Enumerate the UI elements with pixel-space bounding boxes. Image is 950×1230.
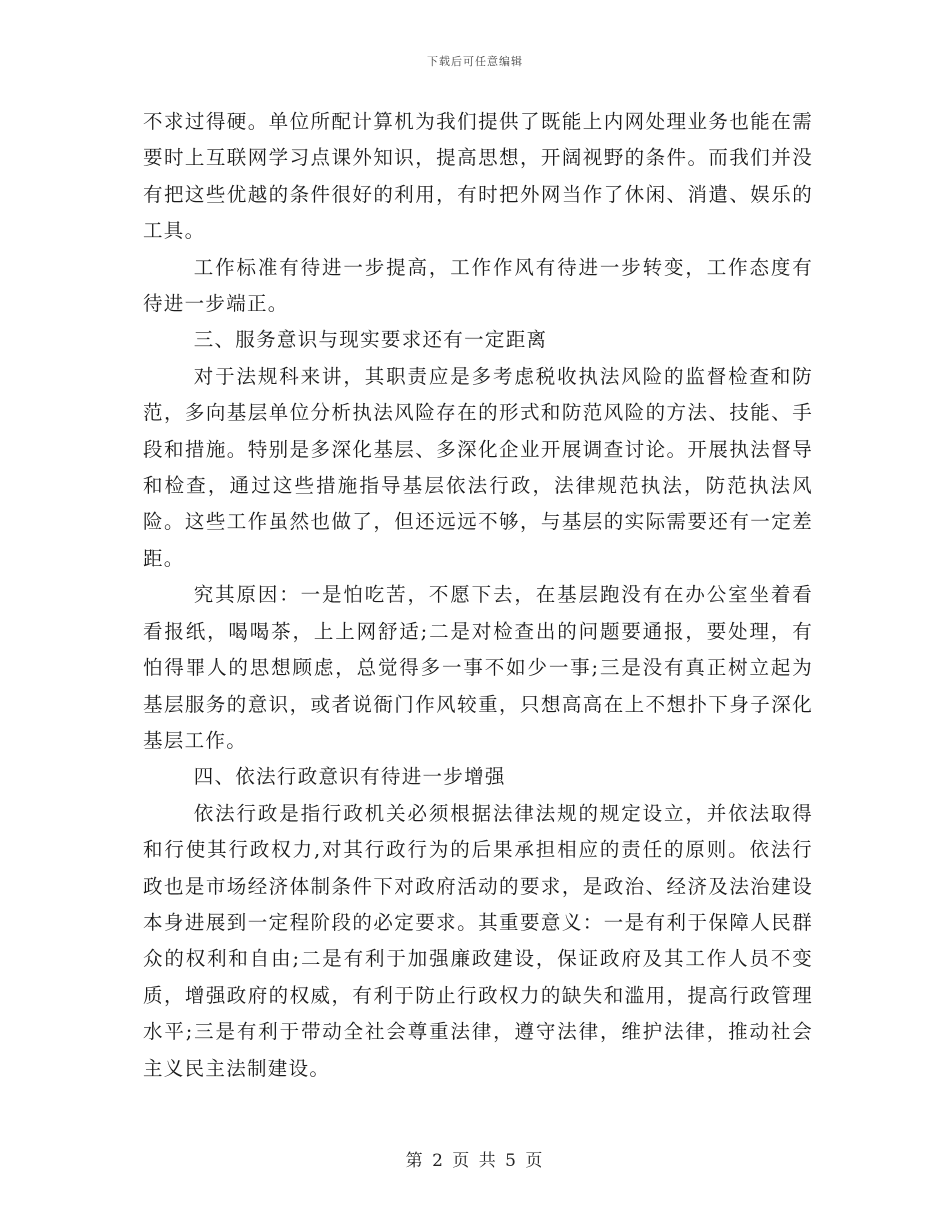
paragraph-2: 工作标准有待进一步提高，工作作风有待进一步转变，工作态度有待进一步端正。 — [143, 255, 813, 316]
paragraph-4: 究其原因：一是怕吃苦，不愿下去，在基层跑没有在办公室坐着看看报纸，喝喝茶，上上网舒适;二是对检查出的问题要通报，要处理，有怕得罪人的思想顾虑，总觉得多一事不如少一事;三是没有真正树立起为基层服务的意识，或者说衙门作风较重，只想高高在上不想扑下身子深化基层工作。 — [143, 583, 813, 752]
page-number-footer: 第 2 页 共 5 页 — [405, 1151, 545, 1171]
paragraph-3: 对于法规科来讲，其职责应是多考虑税收执法风险的监督检查和防范，多向基层单位分析执法风险存在的形式和防范风险的方法、技能、手段和措施。特别是多深化基层、多深化企业开展调查讨论。开展执法督导和检查，通过这些措施指导基层依法行政，法律规范执法，防范执法风险。这些工作虽然也做了，但还远远不够，与基层的实际需要还有一定差距。 — [143, 364, 813, 570]
section-heading-3: 三、服务意识与现实要求还有一定距离 — [193, 328, 548, 352]
document-body — [143, 104, 813, 1087]
section-heading-4: 四、依法行政意识有待进一步增强 — [193, 765, 506, 789]
paragraph-1: 不求过得硬。单位所配计算机为我们提供了既能上内网处理业务也能在需要时上互联网学习点课外知识，提高思想，开阔视野的条件。而我们并没有把这些优越的条件很好的利用，有时把外网当作了休闲、消遣、娱乐的工具。 — [143, 110, 813, 243]
paragraph-5: 依法行政是指行政机关必须根据法律法规的规定设立，并依法取得和行使其行政权力,对其行政行为的后果承担相应的责任的原则。依法行政也是市场经济体制条件下对政府活动的要求，是政治、经济及法治建设本身进展到一定程阶段的必定要求。其重要意义：一是有利于保障人民群众的权利和自由;二是有利于加强廉政建设，保证政府及其工作人员不变质，增强政府的权威，有利于防止行政权力的缺失和滥用，提高行政管理水平;三是有利于带动全社会尊重法律，遵守法律，维护法律，推动社会主义民主法制建设。 — [143, 801, 813, 1080]
page-header: 下载后可任意编辑 — [427, 55, 523, 68]
